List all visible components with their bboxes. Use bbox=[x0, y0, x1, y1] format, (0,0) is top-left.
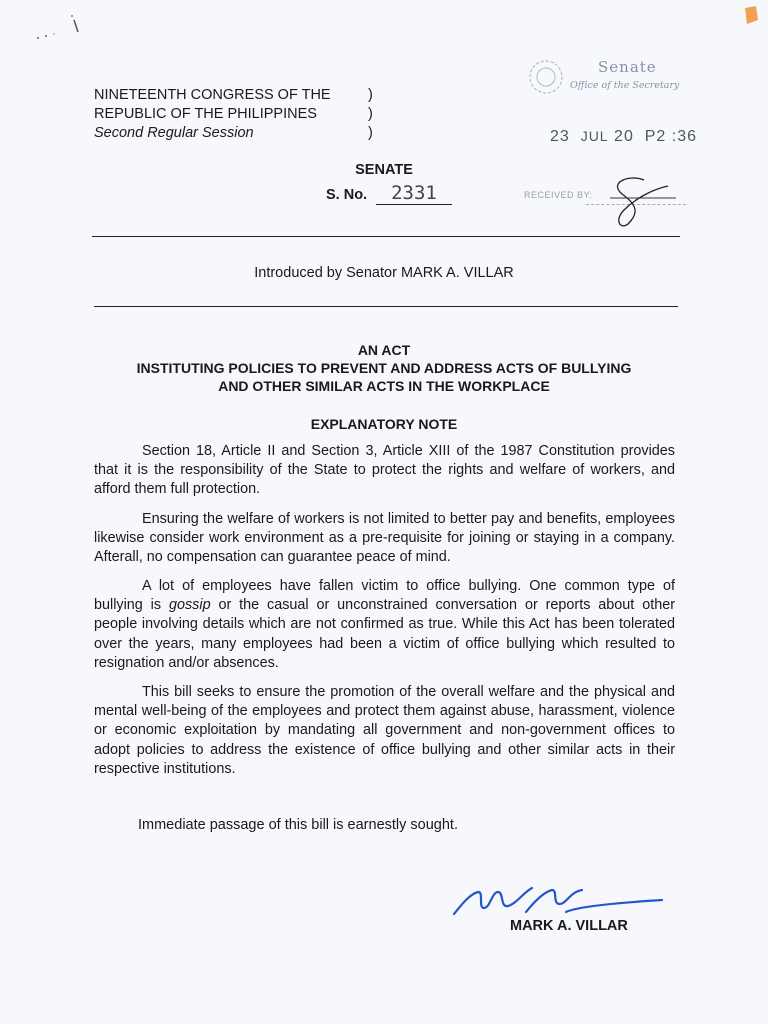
congress-line-1: NINETEENTH CONGRESS OF THE bbox=[94, 87, 331, 103]
stamp-day: 23 bbox=[550, 128, 570, 145]
act-title-line-1: AN ACT bbox=[357, 342, 411, 358]
session-line: Second Regular Session bbox=[94, 125, 254, 141]
stamp-time: P2 :36 bbox=[644, 128, 697, 145]
paragraph-2-text: Ensuring the welfare of workers is not limited to better pay and benefits, employees likewise consider work environment as a pre-requisite for joining or staying in a company. Afterall, no compensation can guarantee peace of mind. bbox=[94, 511, 675, 566]
introduced-by: Introduced by Senator MARK A. VILLAR bbox=[254, 265, 514, 281]
stamp-month: JUL bbox=[580, 128, 609, 144]
paragraph-3-text bbox=[94, 577, 675, 673]
divider-bottom bbox=[94, 306, 678, 307]
congress-header bbox=[94, 86, 331, 143]
corner-tab-icon bbox=[742, 6, 758, 24]
paragraph-3 bbox=[94, 577, 675, 673]
divider-top bbox=[92, 236, 680, 237]
congress-line-2: REPUBLIC OF THE PHILIPPINES bbox=[94, 106, 317, 122]
stamp-senate-label: Senate bbox=[598, 58, 657, 76]
signatory-name: MARK A. VILLAR bbox=[510, 918, 628, 934]
p3-part-b: or the casual or unconstrained conversation or reports about other people involving details which are not confirmed as true. While this Act has been tolerated over the years, many employees had been a victim of office bullying which resulted to resignation and/or absences. bbox=[94, 597, 675, 671]
paragraph-4 bbox=[94, 683, 675, 779]
closing-statement: Immediate passage of this bill is earnestly sought. bbox=[138, 817, 458, 833]
p3-italic-term: gossip bbox=[168, 597, 211, 614]
bracket: ) bbox=[368, 125, 373, 141]
act-title-line-2: INSTITUTING POLICIES TO PREVENT AND ADDRESS ACTS OF BULLYING bbox=[136, 360, 632, 376]
stamp-date bbox=[550, 128, 697, 146]
stamp-year: 20 bbox=[614, 128, 634, 145]
act-title-line-3: AND OTHER SIMILAR ACTS IN THE WORKPLACE bbox=[218, 378, 550, 394]
bracket: ) bbox=[368, 87, 373, 103]
paragraph-1 bbox=[94, 442, 675, 500]
senate-seal-icon bbox=[526, 58, 566, 96]
bill-number: 2331 bbox=[376, 182, 452, 205]
chamber-heading: SENATE bbox=[355, 162, 413, 178]
p3-part-a: A lot of employees have fallen victim to office bullying. One common type of bullying is bbox=[94, 578, 675, 614]
stamp-office-label: Office of the Secretary bbox=[570, 80, 680, 91]
paragraph-1-text: Section 18, Article II and Section 3, Article XIII of the 1987 Constitution provides that it is the responsibility of the State to protect the rights and welfare of workers, and afford them full protection. bbox=[94, 443, 675, 498]
bracket: ) bbox=[368, 106, 373, 122]
receiver-initials-icon bbox=[590, 168, 680, 232]
scan-artifact-icon bbox=[34, 12, 94, 42]
paragraph-2 bbox=[94, 510, 675, 568]
act-title bbox=[0, 341, 768, 395]
explanatory-note-heading: EXPLANATORY NOTE bbox=[310, 416, 458, 432]
received-by-label: RECEIVED BY: bbox=[524, 190, 593, 200]
bill-number-label: S. No. bbox=[326, 187, 368, 203]
paragraph-4-text: This bill seeks to ensure the promotion of the overall welfare and the physical and mental well-being of the employees and protect them against abuse, harassment, violence or economic exploitation by mandating all government and non-government offices to adopt policies to address the existence of office bullying and other similar acts in their respective institutions. bbox=[94, 684, 675, 777]
header-brackets bbox=[368, 86, 373, 143]
